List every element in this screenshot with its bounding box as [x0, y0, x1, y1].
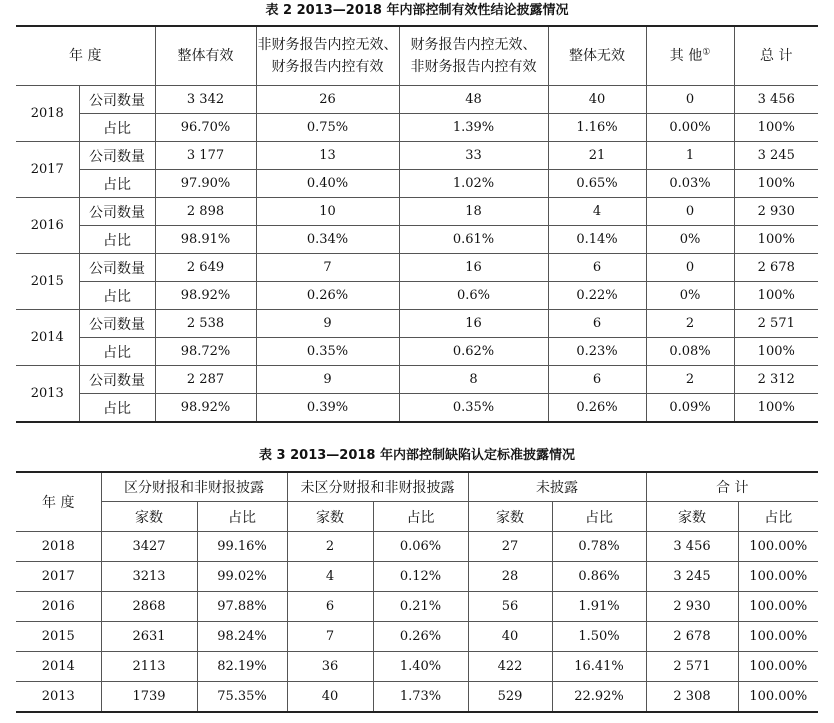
table2-value-cell: 0%	[646, 282, 734, 310]
table2-value-cell: 16	[399, 310, 548, 338]
table2-value-cell: 48	[399, 86, 548, 114]
table3-value-cell: 422	[468, 652, 552, 682]
table3-value-cell: 98.24%	[197, 622, 287, 652]
table2-year-cell: 2013	[16, 366, 79, 423]
table3-year-cell: 2016	[16, 592, 101, 622]
table3-sub-share: 占比	[738, 502, 818, 532]
table3-value-cell: 1739	[101, 682, 197, 713]
table3-value-cell: 2 678	[646, 622, 738, 652]
table2-value-cell: 9	[256, 310, 399, 338]
table2-header-col2-line1: 非财务报告内控无效、	[257, 37, 398, 53]
table3-row	[16, 532, 818, 562]
table2-value-cell: 0.61%	[399, 226, 548, 254]
table3-value-cell: 0.86%	[552, 562, 646, 592]
table2-row-share	[16, 226, 818, 254]
internal-control-effectiveness-table	[16, 25, 818, 423]
table2-row-label: 公司数量	[79, 142, 155, 170]
table2-row-label: 占比	[79, 226, 155, 254]
table2-header-other	[646, 26, 734, 86]
table3-value-cell: 0.21%	[373, 592, 468, 622]
table3-year-cell: 2013	[16, 682, 101, 713]
table2-value-cell: 0.40%	[256, 170, 399, 198]
table2-value-cell: 4	[548, 198, 646, 226]
table3-value-cell: 28	[468, 562, 552, 592]
table2-value-cell: 0.6%	[399, 282, 548, 310]
table3-sub-count: 家数	[101, 502, 197, 532]
table2-year-cell: 2016	[16, 198, 79, 254]
table2-row-count	[16, 366, 818, 394]
defect-criteria-disclosure-table	[16, 471, 818, 713]
table3-value-cell: 1.50%	[552, 622, 646, 652]
table3-value-cell: 2	[287, 532, 373, 562]
table2-value-cell: 98.92%	[155, 282, 256, 310]
table2-row-label: 占比	[79, 282, 155, 310]
table2-row-share	[16, 338, 818, 366]
table2-caption: 表 2 2013—2018 年内部控制有效性结论披露情况	[265, 3, 569, 18]
table3-value-cell: 1.91%	[552, 592, 646, 622]
table2-value-cell: 0.22%	[548, 282, 646, 310]
table2-row-share	[16, 282, 818, 310]
table2-year-cell: 2015	[16, 254, 79, 310]
table3-value-cell: 22.92%	[552, 682, 646, 713]
table3-value-cell: 1.40%	[373, 652, 468, 682]
table2-value-cell: 33	[399, 142, 548, 170]
table2-row-label: 公司数量	[79, 366, 155, 394]
table3-value-cell: 2 571	[646, 652, 738, 682]
table2-value-cell: 6	[548, 310, 646, 338]
table2-value-cell: 1.02%	[399, 170, 548, 198]
table2-value-cell: 21	[548, 142, 646, 170]
table3-header-row-sub	[16, 502, 818, 532]
table2-value-cell: 0.09%	[646, 394, 734, 423]
table3-value-cell: 100.00%	[738, 622, 818, 652]
table3-value-cell: 40	[287, 682, 373, 713]
table3-value-cell: 100.00%	[738, 562, 818, 592]
table2-value-cell: 40	[548, 86, 646, 114]
table2-value-cell: 2 287	[155, 366, 256, 394]
table2-value-cell: 2 678	[734, 254, 818, 282]
table2-row-label: 公司数量	[79, 86, 155, 114]
table3-value-cell: 529	[468, 682, 552, 713]
table3-value-cell: 2631	[101, 622, 197, 652]
table3-value-cell: 56	[468, 592, 552, 622]
table2-value-cell: 9	[256, 366, 399, 394]
table2-header-total: 总 计	[734, 26, 818, 86]
table3-value-cell: 100.00%	[738, 532, 818, 562]
table2-row-label: 占比	[79, 394, 155, 423]
table2-value-cell: 100%	[734, 282, 818, 310]
table2-value-cell: 0.39%	[256, 394, 399, 423]
table3-year-cell: 2018	[16, 532, 101, 562]
table3-value-cell: 16.41%	[552, 652, 646, 682]
table2-row-label: 公司数量	[79, 198, 155, 226]
table2-value-cell: 100%	[734, 226, 818, 254]
table3-row	[16, 592, 818, 622]
table2-row-label: 占比	[79, 170, 155, 198]
table3-value-cell: 36	[287, 652, 373, 682]
table3-value-cell: 3 245	[646, 562, 738, 592]
table2-row-share	[16, 170, 818, 198]
table2-row-label: 公司数量	[79, 310, 155, 338]
table2-value-cell: 6	[548, 366, 646, 394]
table2-value-cell: 0.65%	[548, 170, 646, 198]
table3-caption: 表 3 2013—2018 年内部控制缺陷认定标准披露情况	[259, 448, 575, 463]
table3-value-cell: 75.35%	[197, 682, 287, 713]
table3-value-cell: 6	[287, 592, 373, 622]
table2-value-cell: 0.14%	[548, 226, 646, 254]
table2-year-cell: 2014	[16, 310, 79, 366]
table2-value-cell: 0.03%	[646, 170, 734, 198]
table2-row-label: 占比	[79, 114, 155, 142]
table3-row	[16, 682, 818, 713]
table3-value-cell: 97.88%	[197, 592, 287, 622]
table2-header-col2-line2: 财务报告内控有效	[271, 59, 384, 75]
table2-value-cell: 2 538	[155, 310, 256, 338]
table2-year-cell: 2017	[16, 142, 79, 198]
table3-value-cell: 27	[468, 532, 552, 562]
table2-value-cell: 8	[399, 366, 548, 394]
table2-value-cell: 98.72%	[155, 338, 256, 366]
table2-value-cell: 2 312	[734, 366, 818, 394]
table2-header-col3-line2: 非财务报告内控有效	[410, 59, 537, 75]
table3-value-cell: 3427	[101, 532, 197, 562]
table3-row	[16, 622, 818, 652]
table2-value-cell: 3 177	[155, 142, 256, 170]
table3-value-cell: 0.12%	[373, 562, 468, 592]
table3-sub-count: 家数	[468, 502, 552, 532]
table3-header-group-separate: 区分财报和非财报披露	[101, 472, 287, 502]
table2-value-cell: 13	[256, 142, 399, 170]
table3-value-cell: 82.19%	[197, 652, 287, 682]
table2-value-cell: 0.00%	[646, 114, 734, 142]
table2-value-cell: 1.39%	[399, 114, 548, 142]
table3-value-cell: 2 308	[646, 682, 738, 713]
table3-value-cell: 100.00%	[738, 652, 818, 682]
table2-value-cell: 1.16%	[548, 114, 646, 142]
table2-value-cell: 2 930	[734, 198, 818, 226]
table2-year-cell: 2018	[16, 86, 79, 142]
table3-value-cell: 2 930	[646, 592, 738, 622]
table2-value-cell: 7	[256, 254, 399, 282]
table2-header-other-label: 其 他	[669, 48, 703, 64]
table3-header-row-groups	[16, 472, 818, 502]
table2-row-count	[16, 254, 818, 282]
table2-value-cell: 0	[646, 254, 734, 282]
table2-value-cell: 100%	[734, 338, 818, 366]
table3-year-cell: 2015	[16, 622, 101, 652]
table2-value-cell: 98.92%	[155, 394, 256, 423]
table2-row-label: 公司数量	[79, 254, 155, 282]
table3-header-group-undisclosed: 未披露	[468, 472, 646, 502]
table3-value-cell: 1.73%	[373, 682, 468, 713]
table2-value-cell: 0	[646, 86, 734, 114]
table2-value-cell: 2 898	[155, 198, 256, 226]
table2-value-cell: 2	[646, 366, 734, 394]
table2-header-overall-ineffective: 整体无效	[548, 26, 646, 86]
table3-sub-share: 占比	[197, 502, 287, 532]
table2-value-cell: 0.26%	[256, 282, 399, 310]
table2-row-count	[16, 310, 818, 338]
table2-value-cell: 0%	[646, 226, 734, 254]
table3-value-cell: 4	[287, 562, 373, 592]
table2-row-label: 占比	[79, 338, 155, 366]
table2-value-cell: 6	[548, 254, 646, 282]
table3-value-cell: 99.02%	[197, 562, 287, 592]
footnote-marker: ①	[702, 47, 711, 58]
table2-row-share	[16, 394, 818, 423]
table3-header-group-not-separate: 未区分财报和非财报披露	[287, 472, 468, 502]
table2-value-cell: 0.62%	[399, 338, 548, 366]
table2-value-cell: 100%	[734, 114, 818, 142]
table3-sub-share: 占比	[552, 502, 646, 532]
table3-value-cell: 2113	[101, 652, 197, 682]
table3-value-cell: 3 456	[646, 532, 738, 562]
table2-value-cell: 2 649	[155, 254, 256, 282]
table3-sub-count: 家数	[646, 502, 738, 532]
table3-value-cell: 0.78%	[552, 532, 646, 562]
table3-sub-count: 家数	[287, 502, 373, 532]
table2-value-cell: 98.91%	[155, 226, 256, 254]
table2-value-cell: 0.34%	[256, 226, 399, 254]
table3-year-cell: 2017	[16, 562, 101, 592]
table2-header-financial-ineffective	[399, 26, 548, 86]
table3-value-cell: 2868	[101, 592, 197, 622]
table2-value-cell: 0.35%	[399, 394, 548, 423]
table2-row-count	[16, 198, 818, 226]
table2-header-year: 年 度	[16, 26, 155, 86]
table2-value-cell: 96.70%	[155, 114, 256, 142]
table2-row-count	[16, 86, 818, 114]
table3-header-group-total: 合 计	[646, 472, 818, 502]
table3-year-cell: 2014	[16, 652, 101, 682]
table2-value-cell: 3 245	[734, 142, 818, 170]
table2-row-count	[16, 142, 818, 170]
table2-value-cell: 0.08%	[646, 338, 734, 366]
table2-value-cell: 2 571	[734, 310, 818, 338]
table3-row	[16, 652, 818, 682]
table3-sub-share: 占比	[373, 502, 468, 532]
table3-value-cell: 99.16%	[197, 532, 287, 562]
table2-value-cell: 0.23%	[548, 338, 646, 366]
table2-header-row	[16, 26, 818, 86]
table3-value-cell: 0.06%	[373, 532, 468, 562]
table2-header-nonfinancial-ineffective	[256, 26, 399, 86]
table2-value-cell: 0.75%	[256, 114, 399, 142]
table2-row-share	[16, 114, 818, 142]
table3-value-cell: 100.00%	[738, 682, 818, 713]
table2-value-cell: 100%	[734, 170, 818, 198]
table2-value-cell: 10	[256, 198, 399, 226]
table2-value-cell: 100%	[734, 394, 818, 423]
table3-value-cell: 0.26%	[373, 622, 468, 652]
table2-value-cell: 0	[646, 198, 734, 226]
table3-value-cell: 40	[468, 622, 552, 652]
table3-row	[16, 562, 818, 592]
table3-header-year: 年 度	[16, 472, 101, 532]
table3-value-cell: 7	[287, 622, 373, 652]
table2-header-overall-effective: 整体有效	[155, 26, 256, 86]
table2-value-cell: 2	[646, 310, 734, 338]
table2-value-cell: 3 456	[734, 86, 818, 114]
table3-value-cell: 100.00%	[738, 592, 818, 622]
table2-value-cell: 3 342	[155, 86, 256, 114]
table2-header-col3-line1: 财务报告内控无效、	[410, 37, 537, 53]
table2-value-cell: 1	[646, 142, 734, 170]
table2-value-cell: 16	[399, 254, 548, 282]
table2-value-cell: 18	[399, 198, 548, 226]
table2-value-cell: 0.35%	[256, 338, 399, 366]
table2-value-cell: 0.26%	[548, 394, 646, 423]
table2-value-cell: 97.90%	[155, 170, 256, 198]
table3-value-cell: 3213	[101, 562, 197, 592]
table2-value-cell: 26	[256, 86, 399, 114]
